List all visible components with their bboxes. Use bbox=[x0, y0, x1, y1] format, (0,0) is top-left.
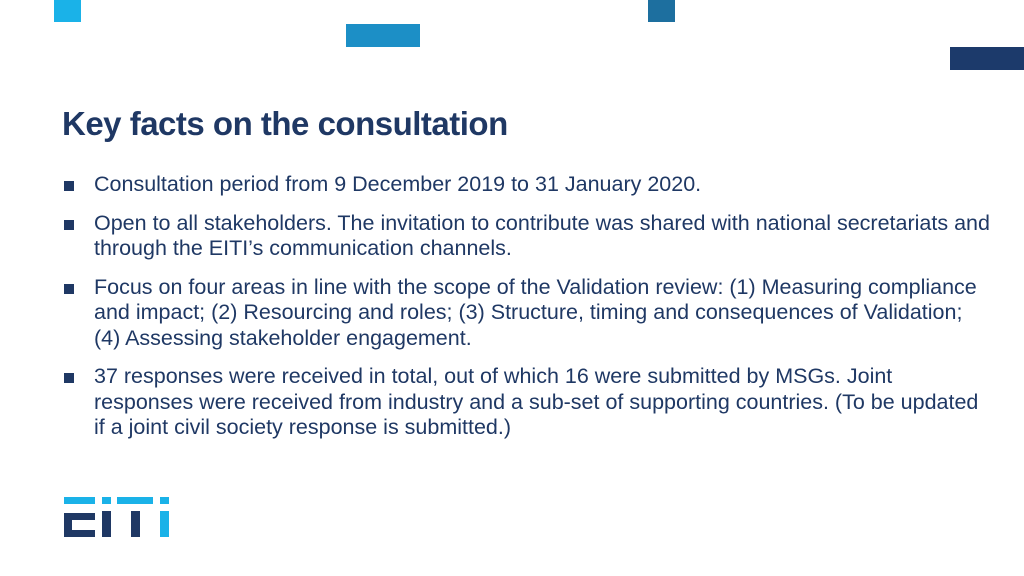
bullet-item bbox=[62, 275, 992, 352]
bullet-item bbox=[62, 172, 992, 198]
bullet-list bbox=[62, 172, 992, 454]
bullet-text: Focus on four areas in line with the scope of the Validation review: (1) Measuring compliance and impact; (2) Resourcing and roles; (3) Structure, timing and consequences of Validation; (4) Assessing stakeholder engagement. bbox=[94, 274, 977, 350]
bullet-text: Open to all stakeholders. The invitation to contribute was shared with national secretariats and through the EITI’s communication channels. bbox=[94, 210, 990, 260]
logo-letter-i-2 bbox=[160, 497, 169, 537]
bullet-item bbox=[62, 211, 992, 262]
logo-letter-e bbox=[64, 497, 95, 537]
bullet-item bbox=[62, 364, 992, 441]
square-bullet-icon bbox=[64, 220, 74, 230]
decor-block-steel bbox=[648, 0, 675, 22]
square-bullet-icon bbox=[64, 181, 74, 191]
slide-title: Key facts on the consultation bbox=[62, 105, 508, 142]
bullet-text: 37 responses were received in total, out of which 16 were submitted by MSGs. Joint responses were received from industry and a sub-set of supporting countries. (To be updated if a joint civil society response is submitted.) bbox=[94, 364, 979, 439]
bullet-text: Consultation period from 9 December 2019 to 31 January 2020. bbox=[94, 172, 702, 196]
decor-block-navy bbox=[950, 47, 1024, 70]
logo-letter-t bbox=[117, 497, 153, 537]
eiti-logo bbox=[64, 497, 172, 537]
decor-block-cyan bbox=[54, 0, 81, 22]
square-bullet-icon bbox=[64, 284, 74, 294]
logo-letter-i bbox=[102, 497, 111, 537]
decor-block-blue bbox=[346, 24, 420, 47]
square-bullet-icon bbox=[64, 373, 74, 383]
